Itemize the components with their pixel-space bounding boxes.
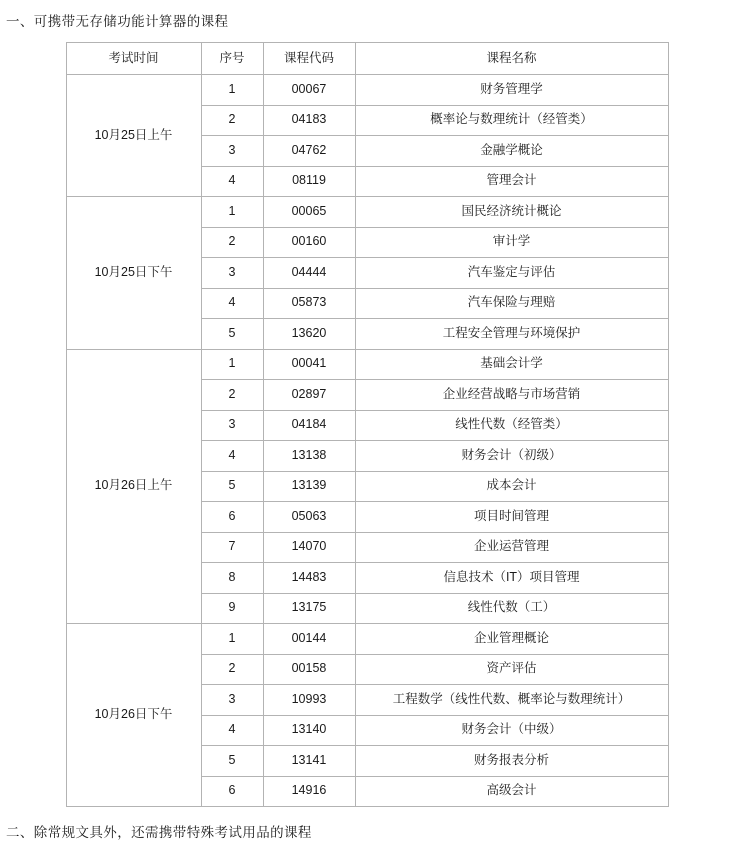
- index-cell: 3: [201, 258, 263, 289]
- index-cell: 6: [201, 502, 263, 533]
- course-name-cell: 资产评估: [355, 654, 668, 685]
- exam-time-cell: 10月26日上午: [66, 349, 201, 624]
- index-cell: 2: [201, 227, 263, 258]
- index-cell: 6: [201, 776, 263, 807]
- index-cell: 4: [201, 166, 263, 197]
- index-cell: 5: [201, 471, 263, 502]
- course-code-cell: 08119: [263, 166, 355, 197]
- course-name-cell: 线性代数（工）: [355, 593, 668, 624]
- index-cell: 4: [201, 715, 263, 746]
- course-code-cell: 05063: [263, 502, 355, 533]
- course-code-cell: 00160: [263, 227, 355, 258]
- course-code-cell: 13141: [263, 746, 355, 777]
- course-code-cell: 04444: [263, 258, 355, 289]
- course-code-cell: 13620: [263, 319, 355, 350]
- course-code-cell: 04184: [263, 410, 355, 441]
- course-code-cell: 13140: [263, 715, 355, 746]
- index-cell: 2: [201, 380, 263, 411]
- column-header-course-code: 课程代码: [263, 43, 355, 75]
- course-code-cell: 00158: [263, 654, 355, 685]
- course-name-cell: 高级会计: [355, 776, 668, 807]
- course-name-cell: 信息技术（IT）项目管理: [355, 563, 668, 594]
- exam-time-cell: 10月26日下午: [66, 624, 201, 807]
- course-name-cell: 基础会计学: [355, 349, 668, 380]
- section-heading-two: 二、除常规文具外，还需携带特殊考试用品的课程: [6, 825, 312, 840]
- course-name-cell: 财务管理学: [355, 75, 668, 106]
- course-code-cell: 05873: [263, 288, 355, 319]
- index-cell: 4: [201, 441, 263, 472]
- index-cell: 1: [201, 75, 263, 106]
- course-code-cell: 00065: [263, 197, 355, 228]
- course-name-cell: 线性代数（经管类）: [355, 410, 668, 441]
- course-code-cell: 00067: [263, 75, 355, 106]
- index-cell: 3: [201, 410, 263, 441]
- course-name-cell: 审计学: [355, 227, 668, 258]
- table-header-row: [66, 43, 668, 75]
- course-name-cell: 金融学概论: [355, 136, 668, 167]
- section-heading-one: 一、可携带无存储功能计算器的课程: [6, 14, 229, 29]
- course-code-cell: 14483: [263, 563, 355, 594]
- index-cell: 2: [201, 105, 263, 136]
- index-cell: 2: [201, 654, 263, 685]
- course-name-cell: 财务报表分析: [355, 746, 668, 777]
- course-name-cell: 财务会计（中级）: [355, 715, 668, 746]
- table-row: [66, 75, 668, 106]
- index-cell: 5: [201, 746, 263, 777]
- index-cell: 1: [201, 197, 263, 228]
- table-body: [66, 75, 668, 807]
- course-code-cell: 13175: [263, 593, 355, 624]
- course-name-cell: 财务会计（初级）: [355, 441, 668, 472]
- course-name-cell: 汽车保险与理赔: [355, 288, 668, 319]
- index-cell: 7: [201, 532, 263, 563]
- course-name-cell: 工程数学（线性代数、概率论与数理统计）: [355, 685, 668, 716]
- course-code-cell: 04183: [263, 105, 355, 136]
- schedule-table-container: [0, 30, 734, 807]
- index-cell: 3: [201, 685, 263, 716]
- course-code-cell: 14916: [263, 776, 355, 807]
- course-name-cell: 企业管理概论: [355, 624, 668, 655]
- index-cell: 8: [201, 563, 263, 594]
- course-code-cell: 00041: [263, 349, 355, 380]
- column-header-index: 序号: [201, 43, 263, 75]
- course-code-cell: 04762: [263, 136, 355, 167]
- index-cell: 5: [201, 319, 263, 350]
- course-name-cell: 概率论与数理统计（经管类）: [355, 105, 668, 136]
- course-code-cell: 14070: [263, 532, 355, 563]
- course-code-cell: 13139: [263, 471, 355, 502]
- index-cell: 4: [201, 288, 263, 319]
- table-row: [66, 197, 668, 228]
- course-code-cell: 00144: [263, 624, 355, 655]
- course-name-cell: 项目时间管理: [355, 502, 668, 533]
- index-cell: 1: [201, 624, 263, 655]
- table-row: [66, 349, 668, 380]
- course-name-cell: 企业经营战略与市场营销: [355, 380, 668, 411]
- exam-time-cell: 10月25日下午: [66, 197, 201, 350]
- course-name-cell: 成本会计: [355, 471, 668, 502]
- course-code-cell: 02897: [263, 380, 355, 411]
- course-code-cell: 13138: [263, 441, 355, 472]
- exam-schedule-table: [66, 42, 669, 807]
- column-header-course-name: 课程名称: [355, 43, 668, 75]
- course-name-cell: 国民经济统计概论: [355, 197, 668, 228]
- course-code-cell: 10993: [263, 685, 355, 716]
- course-name-cell: 管理会计: [355, 166, 668, 197]
- column-header-exam-time: 考试时间: [66, 43, 201, 75]
- course-name-cell: 工程安全管理与环境保护: [355, 319, 668, 350]
- index-cell: 3: [201, 136, 263, 167]
- index-cell: 1: [201, 349, 263, 380]
- exam-time-cell: 10月25日上午: [66, 75, 201, 197]
- index-cell: 9: [201, 593, 263, 624]
- table-header: [66, 43, 668, 75]
- course-name-cell: 企业运营管理: [355, 532, 668, 563]
- table-row: [66, 624, 668, 655]
- course-name-cell: 汽车鉴定与评估: [355, 258, 668, 289]
